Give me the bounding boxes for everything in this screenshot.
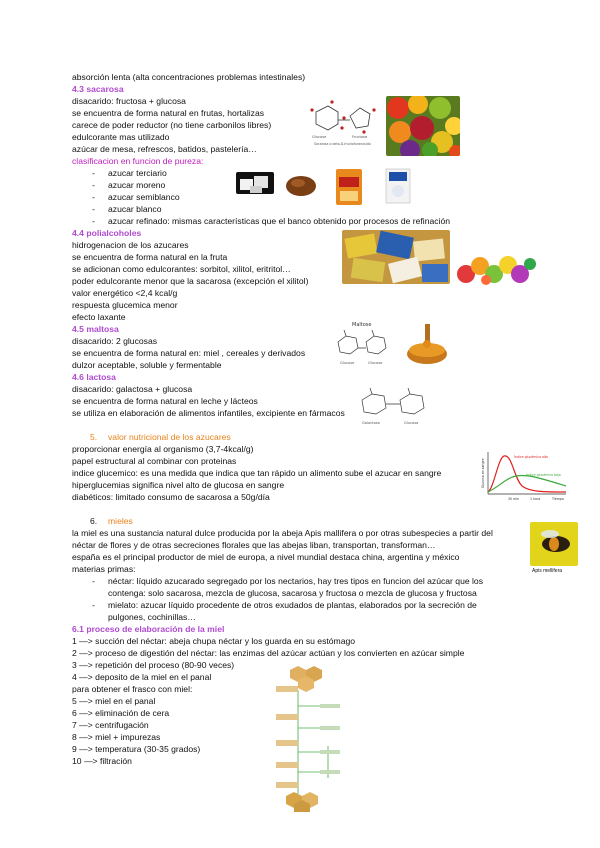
text-line: la miel es una sustancia natural dulce producida por la abeja Apis mallifera o por otras subespecies a partir del xyxy=(72,528,493,538)
section-title-sacarosa: 4.3 sacarosa xyxy=(72,84,124,94)
glycemic-index-chart xyxy=(480,448,568,504)
list-item: mielato: azucar líquido procedente de otros exudados de plantas, elaborados por la secreción de xyxy=(108,600,477,610)
section-title-polialcoholes: 4.4 polialcoholes xyxy=(72,228,142,238)
diagram-label: Glucose xyxy=(312,135,327,139)
chart-legend-high: Índice glucémico alto xyxy=(514,455,548,459)
step-line: 4 —> deposito de la miel en el panal xyxy=(72,672,212,682)
sweetener-packets-image xyxy=(342,230,450,284)
list-item: néctar: líquido azucarado segregado por los nectarios, hay tres tipos en funcion del azúcar que los xyxy=(108,576,484,586)
text-line: papel estructural al combinar con proteinas xyxy=(72,456,237,466)
bullet-dash: - xyxy=(92,204,95,214)
fruits-vegetables-image xyxy=(386,96,460,156)
list-item: azucar terciario xyxy=(108,168,167,178)
step-line: 5 —> miel en el panal xyxy=(72,696,156,706)
section-title-maltosa: 4.5 maltosa xyxy=(72,324,119,334)
section-title-mieles: mieles xyxy=(108,516,133,526)
section-number: 6. xyxy=(90,516,98,526)
list-item: azucar moreno xyxy=(108,180,166,190)
bullet-dash: - xyxy=(92,192,95,202)
step-line: 9 —> temperatura (30-35 grados) xyxy=(72,744,201,754)
bee-caption: Apis mellifera xyxy=(532,568,563,574)
step-line: 2 —> proceso de digestión del néctar: las enzimas del azúcar actúan y los convierten en azúcar simple xyxy=(72,648,465,658)
sugar-box-image xyxy=(384,167,412,205)
chart-ylabel: Glucosa en sangre xyxy=(481,458,485,488)
diagram-label: Glucosa xyxy=(404,421,419,425)
text-line: carece de poder reductor (no tiene carbonilos libres) xyxy=(72,120,272,130)
text-line: se encuentra de forma natural en leche y lácteos xyxy=(72,396,258,406)
step-line: 6 —> eliminación de cera xyxy=(72,708,170,718)
diagram-caption: Sacarosa o beta-D-fructofuranosido xyxy=(314,142,371,146)
text-line: disacarido: fructosa + glucosa xyxy=(72,96,186,106)
bullet-dash: - xyxy=(92,600,95,610)
section-number: 5. xyxy=(90,432,98,442)
text-line: se encuentra de forma natural en: miel , cereales y derivados xyxy=(72,348,306,358)
text-line: proporcionar energía al organismo (3,7-4kcal/g) xyxy=(72,444,254,454)
text-line: hidrogenacion de los azucares xyxy=(72,240,189,250)
chart-xtick: 1 hora xyxy=(530,497,541,501)
step-line: 7 —> centrifugación xyxy=(72,720,149,730)
text-line: poder edulcorante menor que la sacarosa (excepción el xilitol) xyxy=(72,276,309,286)
step-line: 1 —> succión del néctar: abeja chupa néctar y los guarda en su estómago xyxy=(72,636,356,646)
text-line: diabéticos: limitado consumo de sacarosa a 50g/día xyxy=(72,492,270,502)
text-line: se utiliza en elaboración de alimentos infantiles, excipiente en fármacos xyxy=(72,408,345,418)
diagram-label: Glucose xyxy=(340,361,355,365)
text-line: disacarido: 2 glucosas xyxy=(72,336,158,346)
text-line: hiperglucemias significa nivel alto de glucosa en sangre xyxy=(72,480,285,490)
text-line: españa es el principal productor de miel de europa, a nivel mundial destaca china, argentina y méxico xyxy=(72,552,460,562)
low-gi-curve xyxy=(488,475,566,492)
bullet-dash: - xyxy=(92,168,95,178)
honey-process-diagram xyxy=(268,666,352,812)
bullet-dash: - xyxy=(92,576,95,586)
list-item: azucar blanco xyxy=(108,204,162,214)
text-line: efecto laxante xyxy=(72,312,126,322)
gummy-candies-image xyxy=(456,252,536,286)
text-line: se encuentra de forma natural en frutas, hortalizas xyxy=(72,108,265,118)
text-line: se adicionan como edulcorantes: sorbitol, xilitol, eritritol… xyxy=(72,264,291,274)
sugar-package-image xyxy=(334,167,364,207)
sucrose-structure-diagram xyxy=(302,98,382,148)
chart-legend-low: Índice glucémico bajo xyxy=(526,473,561,477)
list-item: azucar refinado: mismas características que el banco obtenido por procesos de refinación xyxy=(108,216,451,226)
sugar-cubes-image xyxy=(236,172,274,194)
step-line: 8 —> miel + impurezas xyxy=(72,732,161,742)
lactose-structure-diagram xyxy=(354,382,440,430)
diagram-label: Fructose xyxy=(352,135,368,139)
list-item-continued: pulgones, cochinillas… xyxy=(108,612,196,622)
section-title-lactosa: 4.6 lactosa xyxy=(72,372,116,382)
list-item: azucar semiblanco xyxy=(108,192,180,202)
text-line: edulcorante mas utilizado xyxy=(72,132,170,142)
brown-sugar-image xyxy=(284,172,318,196)
section-title-valor-nutricional: valor nutricional de los azucares xyxy=(108,432,231,442)
subheading-clasificacion: clasificacion en funcion de pureza: xyxy=(72,156,204,166)
step-line: para obtener el frasco con miel: xyxy=(72,684,193,694)
text-line: dulzor aceptable, soluble y fermentable xyxy=(72,360,222,370)
text-line: materias primas: xyxy=(72,564,136,574)
honey-image xyxy=(402,320,452,368)
text-line: indice glucemico: es una medida que indica que tan rápido un alimento sube el azucar en sangre xyxy=(72,468,442,478)
text-line: azúcar de mesa, refrescos, batidos, pastelería… xyxy=(72,144,257,154)
diagram-label: Glucose xyxy=(368,361,383,365)
list-item-continued: contenga: solo sacarosa, mezcla de glucosa, sacarosa y fructosa o mezcla de glucosa y fructosa xyxy=(108,588,477,598)
diagram-title: Maltose xyxy=(352,322,372,328)
section-title-proceso: 6.1 proceso de elaboración de la miel xyxy=(72,624,225,634)
diagram-label: Galactosa xyxy=(362,421,380,425)
bullet-dash: - xyxy=(92,180,95,190)
chart-xlabel: Tiempo xyxy=(552,497,564,501)
text-line: se encuentra de forma natural en la fruta xyxy=(72,252,228,262)
step-line: 10 —> filtración xyxy=(72,756,132,766)
maltose-structure-diagram xyxy=(330,318,396,374)
text-line: disacarido: galactosa + glucosa xyxy=(72,384,193,394)
step-line: 3 —> repetición del proceso (80-90 veces) xyxy=(72,660,235,670)
text-line: respuesta glucemica menor xyxy=(72,300,178,310)
chart-xtick: 30 min xyxy=(508,497,520,501)
text-line: valor energético <2,4 kcal/g xyxy=(72,288,178,298)
bee-image xyxy=(530,522,578,566)
bullet-dash: - xyxy=(92,216,95,226)
text-line: absorción lenta (alta concentraciones problemas intestinales) xyxy=(72,72,306,82)
text-line: néctar de flores y de otras secreciones florales que las abejas liban, transportan, transforman… xyxy=(72,540,436,550)
